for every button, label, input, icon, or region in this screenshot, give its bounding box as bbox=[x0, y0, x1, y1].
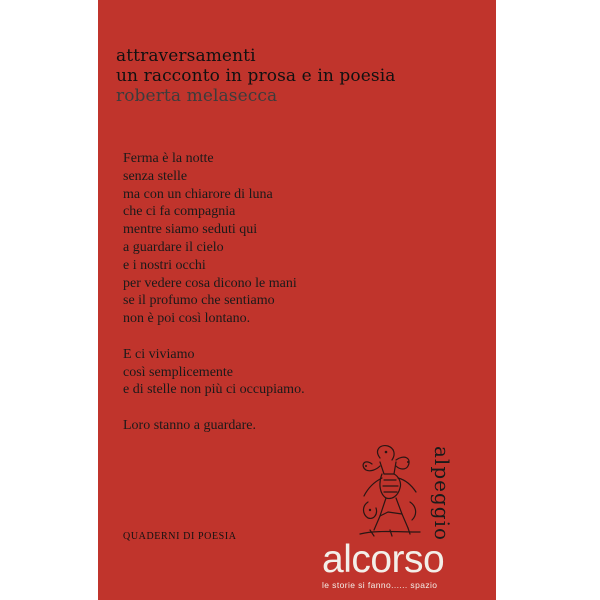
poem-line: mentre siamo seduti qui bbox=[123, 222, 258, 238]
series-label: QUADERNI DI POESIA bbox=[123, 531, 237, 542]
poem-line: e di stelle non più ci occupiamo. bbox=[123, 382, 305, 398]
book-title: attraversamenti bbox=[116, 46, 256, 66]
poem-line: Loro stanno a guardare. bbox=[123, 417, 256, 433]
book-cover bbox=[98, 0, 496, 600]
stanza-gap bbox=[123, 328, 305, 346]
poem-line: senza stelle bbox=[123, 168, 188, 184]
poem-line: ma con un chiarore di luna bbox=[123, 186, 273, 202]
publisher-tagline: le storie si fanno...... spazio bbox=[322, 580, 438, 590]
poem-line: se il profumo che sentiamo bbox=[123, 293, 275, 309]
book-author: roberta melasecca bbox=[116, 86, 278, 106]
vertical-publisher-logo-text: alpeggio bbox=[430, 446, 454, 542]
poem-line: Ferma è la notte bbox=[123, 151, 214, 166]
poem-line: E ci viviamo bbox=[123, 346, 195, 362]
poem-line: non è poi così lontano. bbox=[123, 311, 251, 327]
stanza-gap bbox=[123, 399, 305, 417]
title-block bbox=[116, 46, 395, 106]
poem-line: per vedere cosa dicono le mani bbox=[123, 275, 297, 291]
poem-line: a guardare il cielo bbox=[123, 239, 224, 255]
woodcut-figure-icon bbox=[350, 440, 430, 540]
book-subtitle: un racconto in prosa e in poesia bbox=[116, 66, 396, 86]
publisher-logo: alcorso bbox=[322, 538, 445, 581]
poem-line: così semplicemente bbox=[123, 364, 234, 380]
poem bbox=[123, 150, 305, 435]
vertical-publisher-logo bbox=[429, 446, 455, 542]
poem-line: che ci fa compagnia bbox=[123, 204, 236, 220]
poem-line: e i nostri occhi bbox=[123, 257, 206, 273]
